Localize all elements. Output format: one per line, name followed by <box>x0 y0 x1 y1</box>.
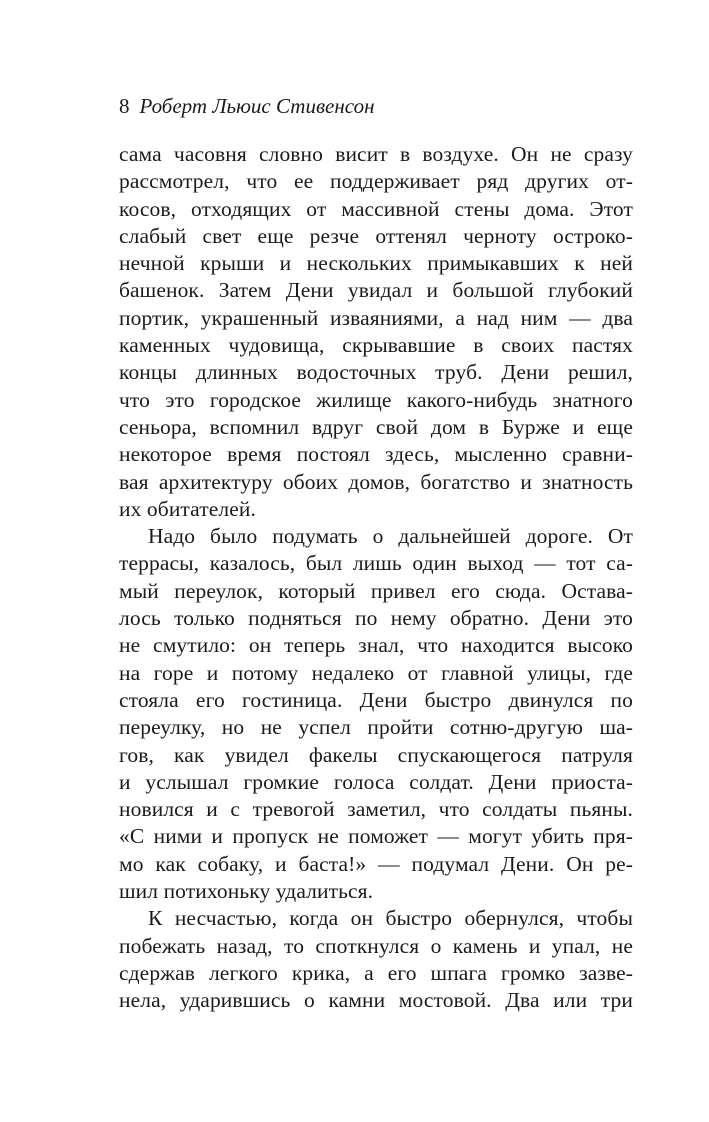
text-line: террасы, казалось, был лишь один выход — тот са- <box>119 551 633 576</box>
text-line: некоторое время постоял здесь, мысленно сравни- <box>119 442 633 467</box>
text-line: что это городское жилище какого-нибудь знатного <box>119 387 633 412</box>
text-line: концы длинных водосточных труб. Дени решил, <box>119 360 633 385</box>
author-name: Роберт Льюис Стивенсон <box>139 94 375 118</box>
running-head <box>119 93 375 119</box>
text-line: новился и с тревогой заметил, что солдаты пьяны. <box>119 797 633 822</box>
text-line: мый переулок, который привел его сюда. Остава- <box>119 578 633 603</box>
text-line: лось только подняться по нему обратно. Дени это <box>119 606 633 631</box>
text-line: стояла его гостиница. Дени быстро двинулся по <box>119 687 633 712</box>
text-line: шил потихоньку удалиться. <box>119 879 374 904</box>
text-line: косов, отходящих от массивной стены дома. Этот <box>119 196 633 221</box>
page-number: 8 <box>119 94 130 118</box>
text-line: переулку, но не успел пройти сотню-другую ша- <box>119 715 633 740</box>
text-line: К несчастью, когда он быстро обернулся, чтобы <box>148 906 633 931</box>
text-line: мо как собаку, и баста!» — подумал Дени. Он ре- <box>119 851 633 876</box>
text-line: их обитателей. <box>119 496 256 521</box>
text-line: нела, ударившись о камни мостовой. Два или три <box>119 988 633 1013</box>
text-line: портик, украшенный изваяниями, а над ним — два <box>119 305 633 330</box>
text-line: «С ними и пропуск не поможет — могут убить пря- <box>119 824 633 849</box>
text-line: башенок. Затем Дени увидал и большой глубокий <box>119 278 633 303</box>
text-line: не смутило: он теперь знал, что находится высоко <box>119 633 633 658</box>
text-line: и услышал громкие голоса солдат. Дени приоста- <box>119 769 633 794</box>
body-text <box>119 141 633 1015</box>
text-line: на горе и потому недалеко от главной улицы, где <box>119 660 633 685</box>
text-line: сеньора, вспомнил вдруг свой дом в Бурже и еще <box>119 414 633 439</box>
text-line: каменных чудовища, скрывавшие в своих пастях <box>119 333 633 358</box>
text-line: побежать назад, то споткнулся о камень и упал, не <box>119 933 633 958</box>
text-line: гов, как увидел факелы спускающегося патруля <box>119 742 633 767</box>
text-line: рассмотрел, что ее поддерживает ряд других от- <box>119 169 633 194</box>
text-line: вая архитектуру обоих домов, богатство и знатность <box>119 469 633 494</box>
text-line: сама часовня словно висит в воздухе. Он не сразу <box>119 142 633 166</box>
text-line: нечной крыши и нескольких примыкавших к ней <box>119 251 633 276</box>
text-line: Надо было подумать о дальнейшей дороге. От <box>148 524 633 549</box>
text-line: слабый свет еще резче оттенял черноту остроко- <box>119 223 633 248</box>
text-line: сдержав легкого крика, а его шпага громко зазве- <box>119 960 633 985</box>
